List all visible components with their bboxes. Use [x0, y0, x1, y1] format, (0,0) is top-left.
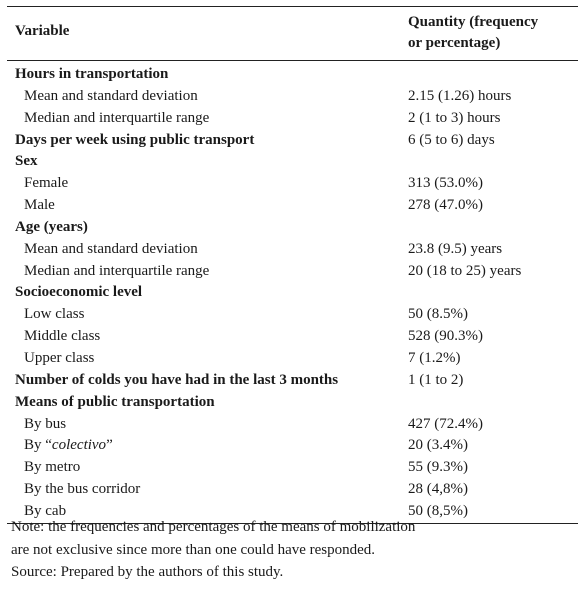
table-note: [11, 516, 415, 584]
table-row: [7, 457, 578, 479]
table-row: [7, 370, 578, 392]
row-label: Number of colds you have had in the last 3 months: [15, 371, 339, 388]
row-label: Middle class: [24, 328, 101, 345]
table-row: [7, 173, 578, 195]
table-row: [7, 304, 578, 326]
row-label: Hours in transportation: [15, 66, 169, 82]
row-label: Mean and standard deviation: [24, 87, 198, 104]
header-quantity-line1: Quantity (frequency: [408, 14, 539, 30]
row-label: By metro: [24, 459, 81, 476]
row-label-prefix: By “: [24, 437, 52, 454]
header-variable: Variable: [15, 23, 70, 39]
row-label: Female: [24, 175, 69, 192]
table-row: [7, 282, 578, 304]
row-label-italic: colectivo: [51, 437, 107, 454]
row-value: 313 (53.0%): [408, 175, 483, 192]
row-value: 50 (8.5%): [408, 306, 468, 323]
table-header: [7, 7, 578, 60]
row-value: 50 (8,5%): [408, 502, 468, 519]
table-row: [7, 435, 578, 457]
row-value: 20 (3.4%): [408, 437, 468, 454]
header-quantity: [408, 12, 578, 54]
row-label: Age (years): [15, 218, 88, 235]
row-label: Sex: [15, 153, 38, 170]
row-value: 28 (4,8%): [408, 481, 468, 498]
row-label: [24, 435, 113, 457]
table-row: [7, 261, 578, 283]
row-label: Mean and standard deviation: [24, 240, 198, 257]
row-value: 528 (90.3%): [408, 328, 483, 345]
table-row: [7, 326, 578, 348]
row-value: 278 (47.0%): [408, 197, 483, 214]
row-label: By bus: [24, 415, 67, 432]
table-body: [7, 61, 578, 523]
row-label: Male: [24, 197, 55, 214]
note-line: are not exclusive since more than one could have responded.: [11, 541, 376, 558]
table-row: [7, 108, 578, 130]
table-row: [7, 130, 578, 152]
row-value: 2 (1 to 3) hours: [408, 109, 501, 126]
row-value: 2.15 (1.26) hours: [408, 87, 512, 104]
row-value: 23.8 (9.5) years: [408, 240, 503, 257]
table-row: [7, 86, 578, 108]
row-value: 1 (1 to 2): [408, 371, 464, 388]
table-row: [7, 479, 578, 501]
table-row: [7, 151, 578, 173]
row-label: Median and interquartile range: [24, 109, 210, 126]
row-label: By cab: [24, 502, 67, 519]
table-row: [7, 195, 578, 217]
table-row: [7, 348, 578, 370]
row-label: By the bus corridor: [24, 481, 141, 498]
table-row: [7, 414, 578, 436]
header-quantity-line2: or percentage): [408, 35, 501, 51]
row-label: Low class: [24, 306, 85, 323]
row-label: Days per week using public transport: [15, 131, 255, 148]
data-table: [7, 6, 578, 524]
row-value: 427 (72.4%): [408, 415, 483, 432]
table-row: [7, 239, 578, 261]
row-label: Median and interquartile range: [24, 262, 210, 279]
table-row: [7, 217, 578, 239]
row-value: 55 (9.3%): [408, 459, 468, 476]
row-value: 7 (1.2%): [408, 349, 461, 366]
source-line: Source: Prepared by the authors of this study.: [11, 564, 284, 580]
table-row: [7, 392, 578, 414]
row-label-suffix: ”: [106, 437, 113, 454]
row-label: Upper class: [24, 349, 95, 366]
note-line: Note: the frequencies and percentages of the means of mobilization: [11, 519, 416, 535]
row-label: Means of public transportation: [15, 393, 215, 410]
table-row: [7, 64, 578, 86]
row-value: 6 (5 to 6) days: [408, 131, 495, 148]
row-value: 20 (18 to 25) years: [408, 262, 522, 279]
row-label: Socioeconomic level: [15, 284, 143, 301]
